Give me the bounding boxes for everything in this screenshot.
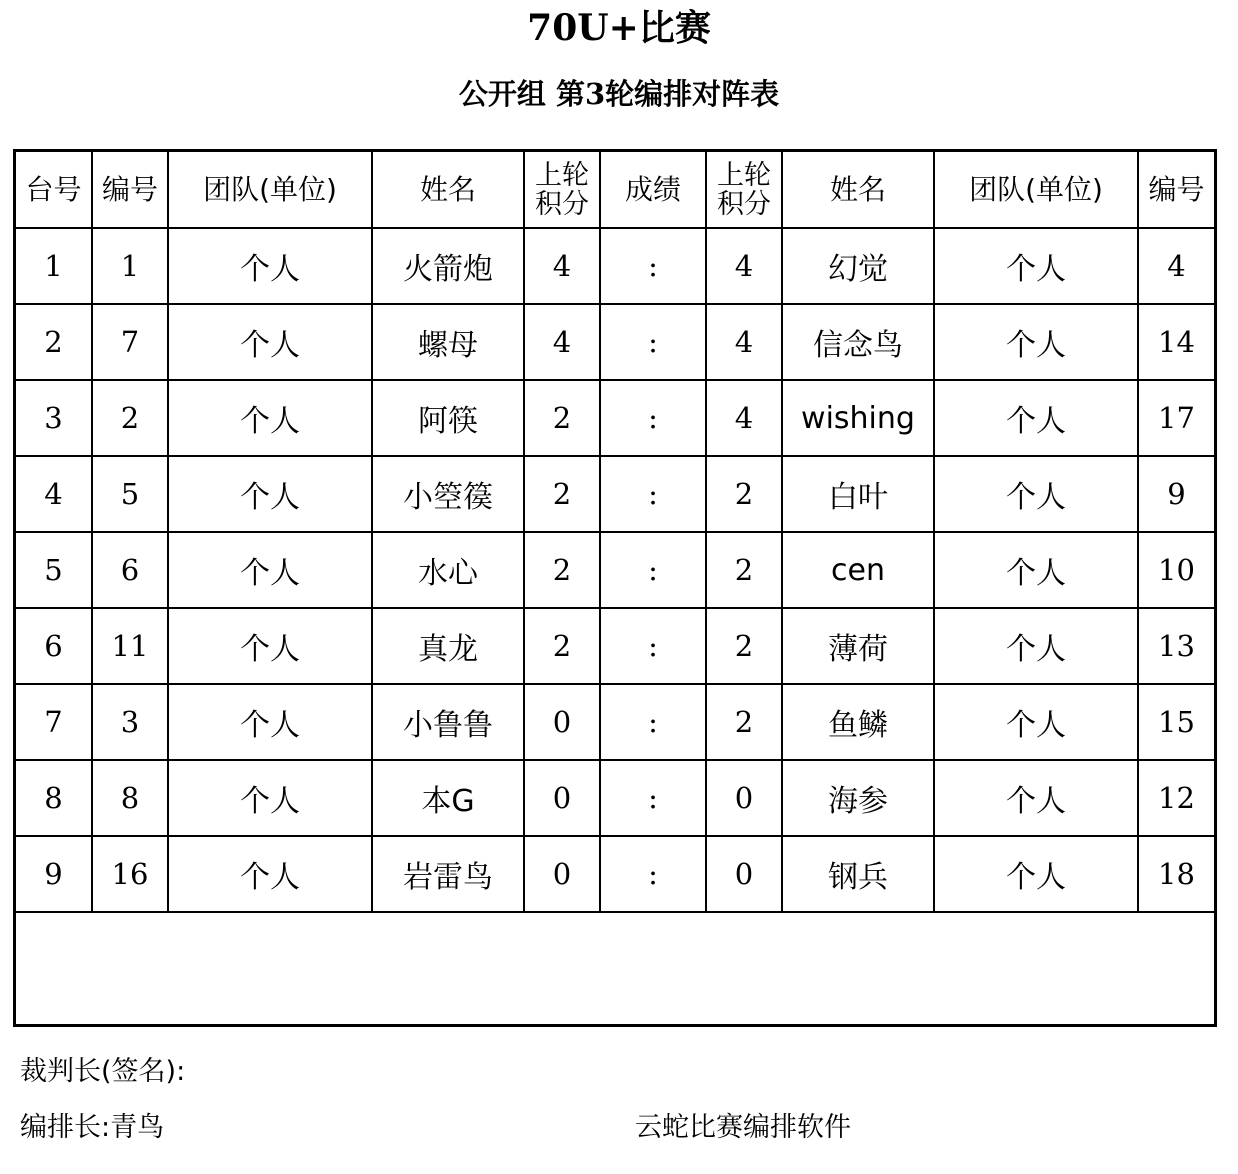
right-previous-points-cell: 2	[706, 532, 782, 608]
left-player-number-cell: 6	[92, 532, 168, 608]
left-team-cell: 个人	[168, 760, 372, 836]
header-left-number: 编号	[92, 152, 168, 228]
right-team-cell: 个人	[934, 684, 1138, 760]
header-right-team: 团队(单位)	[934, 152, 1138, 228]
right-player-name-cell: 鱼鳞	[782, 684, 934, 760]
right-team-cell: 个人	[934, 760, 1138, 836]
left-player-name-cell: 水心	[372, 532, 524, 608]
document-subtitle: 公开组 第3轮编排对阵表	[458, 77, 780, 111]
left-player-name-cell: 本G	[372, 760, 524, 836]
left-player-number-cell: 7	[92, 304, 168, 380]
result-cell: :	[600, 380, 706, 456]
board-number-cell: 3	[16, 380, 92, 456]
right-player-name-cell: 薄荷	[782, 608, 934, 684]
board-number-cell: 2	[16, 304, 92, 380]
left-team-cell: 个人	[168, 532, 372, 608]
board-number-cell: 7	[16, 684, 92, 760]
table-row	[16, 456, 1214, 532]
left-team-cell: 个人	[168, 836, 372, 912]
board-number-cell: 6	[16, 608, 92, 684]
right-previous-points-cell: 4	[706, 380, 782, 456]
header-left-team: 团队(单位)	[168, 152, 372, 228]
result-cell: :	[600, 228, 706, 304]
pairing-table-frame	[13, 149, 1217, 1027]
right-team-cell: 个人	[934, 456, 1138, 532]
header-left-previous-points-line-2: 积分	[535, 188, 589, 220]
right-player-number-cell: 14	[1138, 304, 1214, 380]
left-player-number-cell: 2	[92, 380, 168, 456]
table-header-row	[16, 152, 1214, 228]
left-previous-points-cell: 2	[524, 608, 600, 684]
right-player-number-cell: 12	[1138, 760, 1214, 836]
result-cell: :	[600, 836, 706, 912]
result-cell: :	[600, 608, 706, 684]
right-player-name-cell: 海参	[782, 760, 934, 836]
right-player-number-cell: 9	[1138, 456, 1214, 532]
right-previous-points-cell: 0	[706, 760, 782, 836]
table-row	[16, 228, 1214, 304]
header-board: 台号	[16, 152, 92, 228]
table-row	[16, 836, 1214, 912]
board-number-cell: 4	[16, 456, 92, 532]
right-team-cell: 个人	[934, 228, 1138, 304]
left-team-cell: 个人	[168, 456, 372, 532]
left-player-number-cell: 1	[92, 228, 168, 304]
left-previous-points-cell: 0	[524, 684, 600, 760]
left-player-name-cell: 岩雷鸟	[372, 836, 524, 912]
left-previous-points-cell: 0	[524, 836, 600, 912]
left-player-name-cell: 螺母	[372, 304, 524, 380]
chief-referee-signature-line: 裁判长(签名):	[20, 1056, 186, 1087]
right-previous-points-cell: 4	[706, 228, 782, 304]
right-player-number-cell: 18	[1138, 836, 1214, 912]
left-player-name-cell: 真龙	[372, 608, 524, 684]
pairing-table	[16, 152, 1214, 913]
right-previous-points-cell: 0	[706, 836, 782, 912]
left-player-number-cell: 16	[92, 836, 168, 912]
left-player-name-cell: 小箜篌	[372, 456, 524, 532]
result-cell: :	[600, 684, 706, 760]
header-left-previous-points-line-1: 上轮	[535, 159, 589, 191]
left-team-cell: 个人	[168, 608, 372, 684]
document-title: 70U+比赛	[527, 7, 711, 49]
left-previous-points-cell: 2	[524, 380, 600, 456]
left-previous-points-cell: 4	[524, 228, 600, 304]
right-player-name-cell: wishing	[782, 380, 934, 456]
right-previous-points-cell: 2	[706, 608, 782, 684]
right-team-cell: 个人	[934, 304, 1138, 380]
left-previous-points-cell: 0	[524, 760, 600, 836]
header-right-number: 编号	[1138, 152, 1214, 228]
right-player-name-cell: 幻觉	[782, 228, 934, 304]
left-player-name-cell: 小鲁鲁	[372, 684, 524, 760]
left-team-cell: 个人	[168, 228, 372, 304]
right-player-number-cell: 4	[1138, 228, 1214, 304]
left-previous-points-cell: 2	[524, 532, 600, 608]
right-team-cell: 个人	[934, 836, 1138, 912]
header-result: 成绩	[600, 152, 706, 228]
header-right-previous-points-line-1: 上轮	[717, 159, 771, 191]
arranger-line: 编排长:青鸟	[20, 1112, 165, 1143]
right-team-cell: 个人	[934, 608, 1138, 684]
table-row	[16, 608, 1214, 684]
left-player-name-cell: 阿筷	[372, 380, 524, 456]
result-cell: :	[600, 304, 706, 380]
header-right-name: 姓名	[782, 152, 934, 228]
left-player-number-cell: 8	[92, 760, 168, 836]
right-player-name-cell: 白叶	[782, 456, 934, 532]
right-previous-points-cell: 2	[706, 684, 782, 760]
left-player-number-cell: 3	[92, 684, 168, 760]
result-cell: :	[600, 456, 706, 532]
left-team-cell: 个人	[168, 684, 372, 760]
right-team-cell: 个人	[934, 380, 1138, 456]
header-left-previous-points	[524, 152, 600, 228]
header-right-previous-points-line-2: 积分	[717, 188, 771, 220]
table-row	[16, 304, 1214, 380]
right-team-cell: 个人	[934, 532, 1138, 608]
table-row	[16, 684, 1214, 760]
right-player-name-cell: 钢兵	[782, 836, 934, 912]
right-previous-points-cell: 2	[706, 456, 782, 532]
left-previous-points-cell: 4	[524, 304, 600, 380]
table-row	[16, 532, 1214, 608]
right-player-number-cell: 15	[1138, 684, 1214, 760]
left-player-number-cell: 5	[92, 456, 168, 532]
table-row	[16, 380, 1214, 456]
left-player-number-cell: 11	[92, 608, 168, 684]
right-player-name-cell: cen	[782, 532, 934, 608]
result-cell: :	[600, 760, 706, 836]
board-number-cell: 1	[16, 228, 92, 304]
board-number-cell: 8	[16, 760, 92, 836]
left-player-name-cell: 火箭炮	[372, 228, 524, 304]
left-previous-points-cell: 2	[524, 456, 600, 532]
left-team-cell: 个人	[168, 380, 372, 456]
board-number-cell: 9	[16, 836, 92, 912]
pairing-table-body	[16, 228, 1214, 912]
right-previous-points-cell: 4	[706, 304, 782, 380]
header-right-previous-points	[706, 152, 782, 228]
left-team-cell: 个人	[168, 304, 372, 380]
result-cell: :	[600, 532, 706, 608]
right-player-number-cell: 17	[1138, 380, 1214, 456]
board-number-cell: 5	[16, 532, 92, 608]
right-player-number-cell: 10	[1138, 532, 1214, 608]
table-row	[16, 760, 1214, 836]
right-player-number-cell: 13	[1138, 608, 1214, 684]
right-player-name-cell: 信念鸟	[782, 304, 934, 380]
header-left-name: 姓名	[372, 152, 524, 228]
software-credit: 云蛇比赛编排软件	[635, 1112, 851, 1143]
